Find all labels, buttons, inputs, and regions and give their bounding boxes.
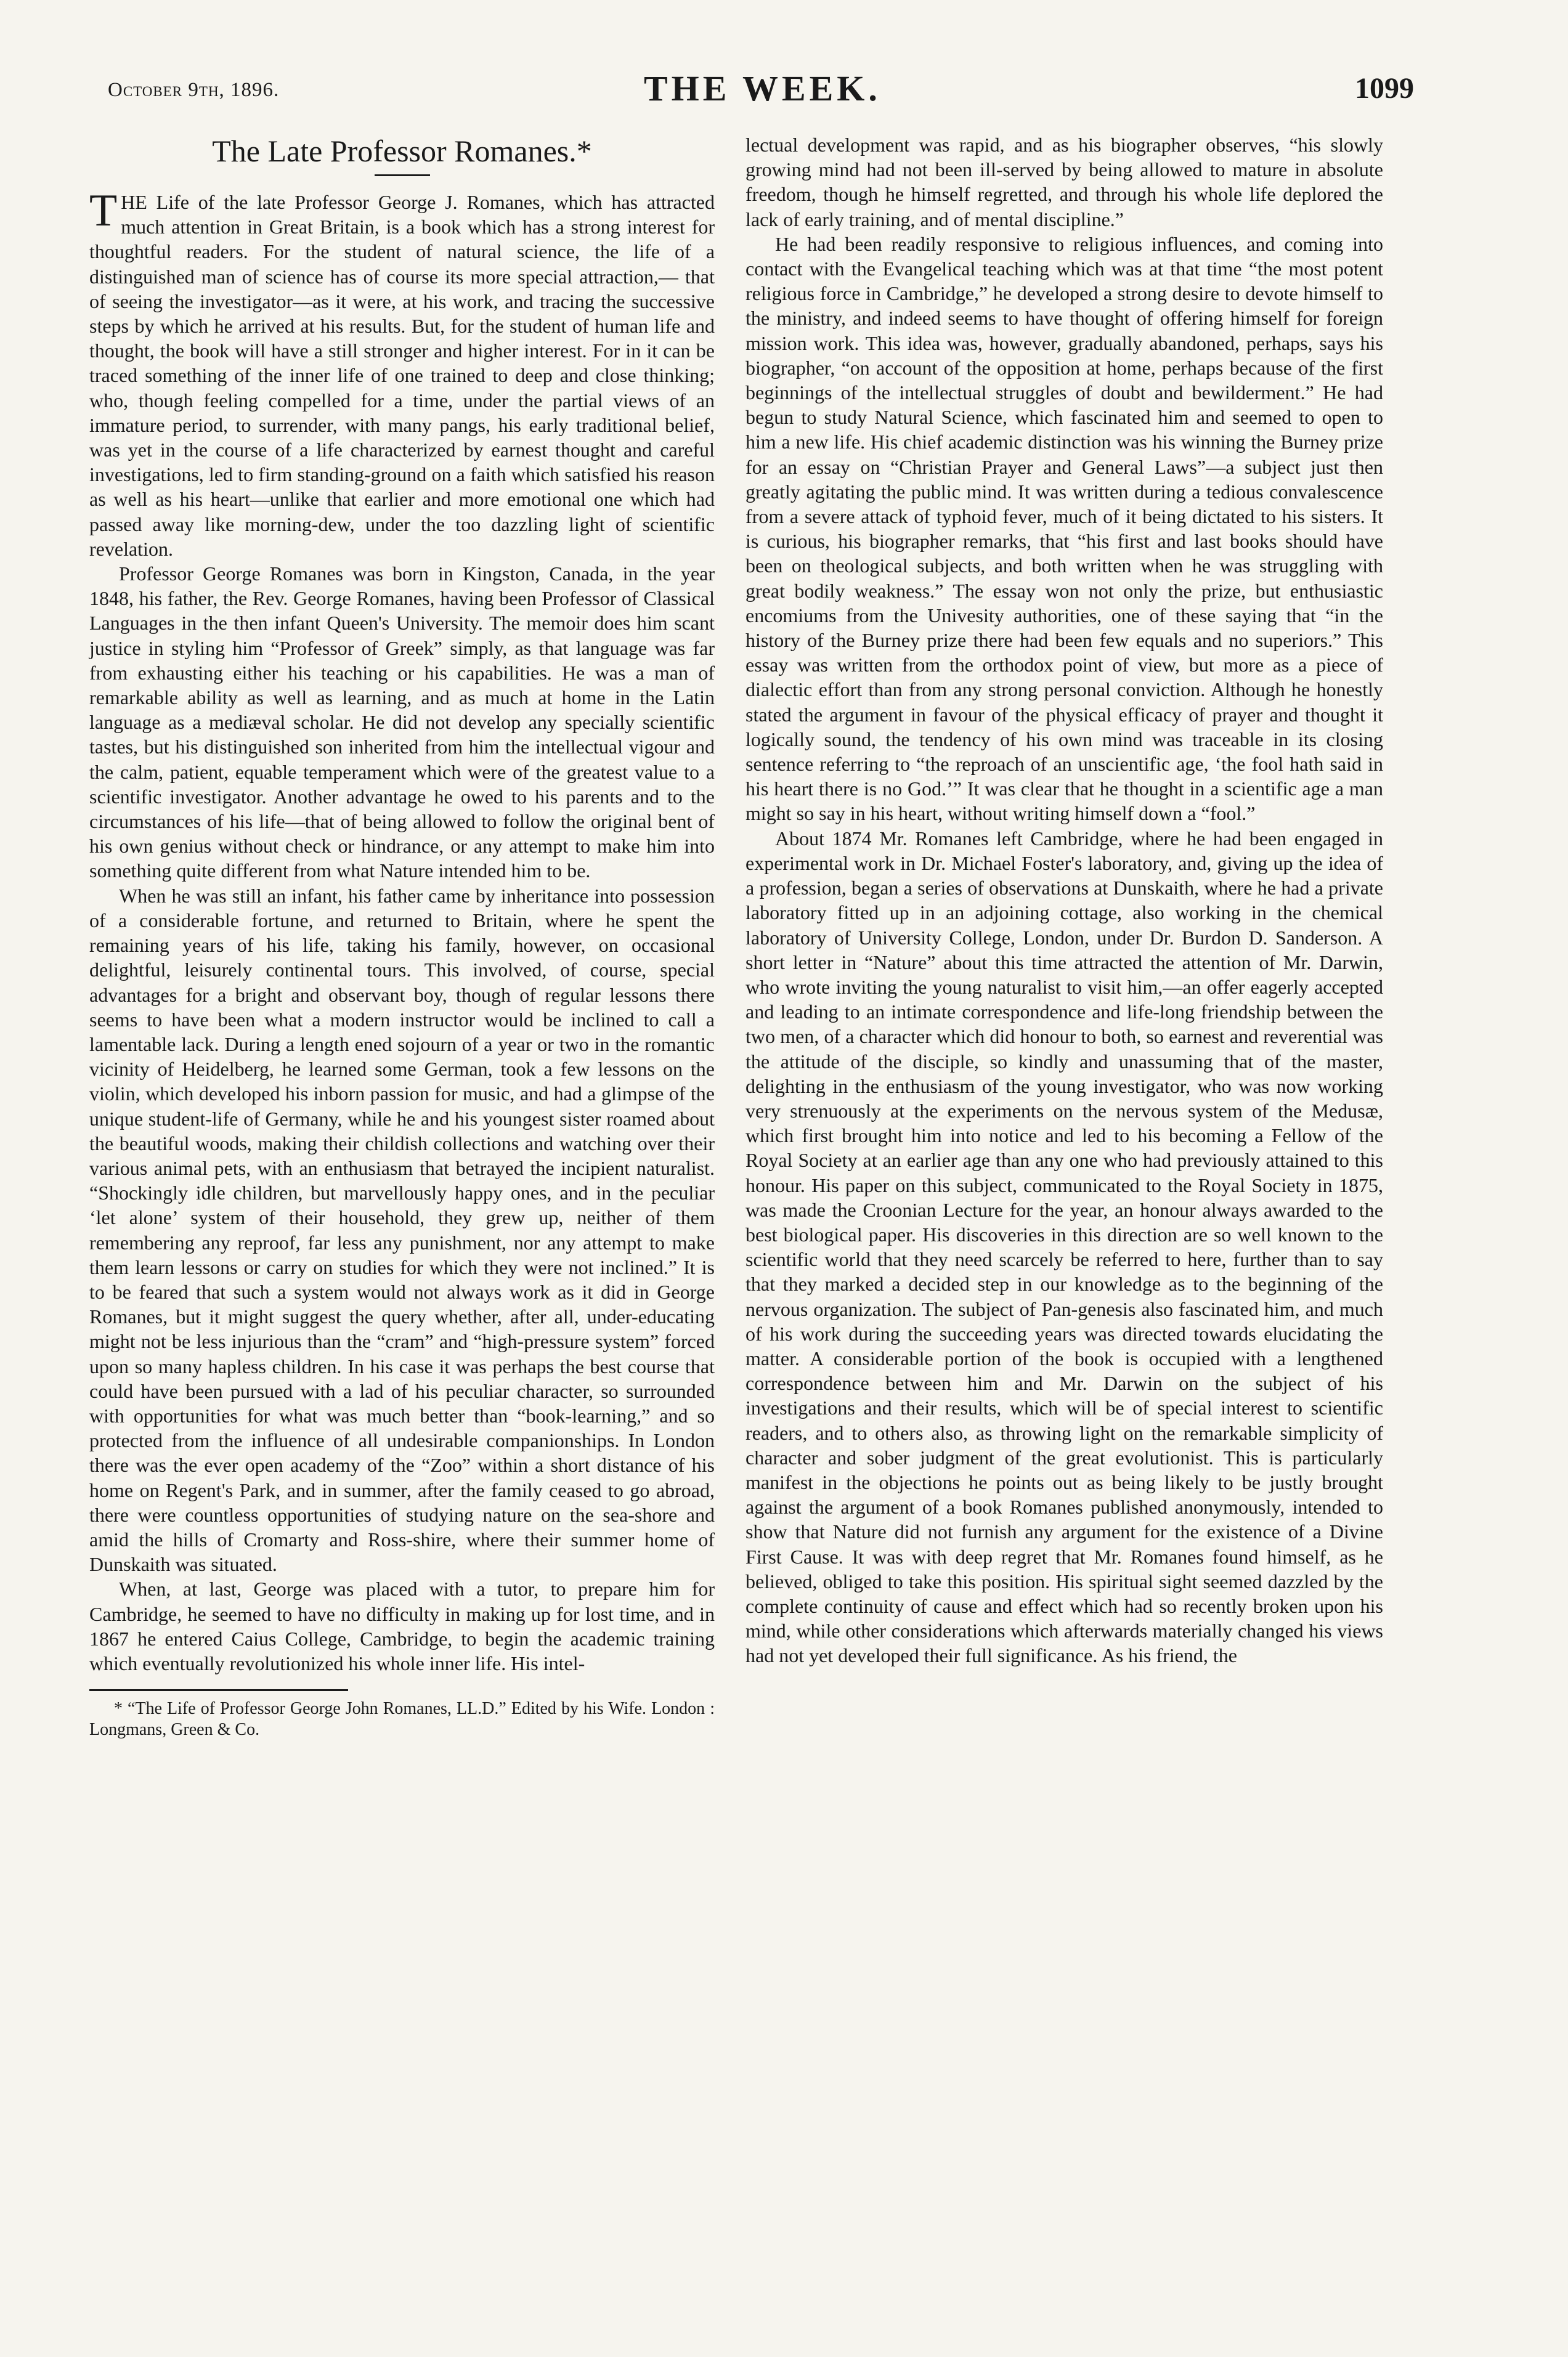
footnote-rule [89,1689,348,1691]
issue-date: October 9th, 1896. [108,79,280,101]
right-column [745,132,1383,1668]
paragraph-3: When he was still an infant, his father came by inheritance into possession of a considerable fortune, and returned to Britain, where he spent the remaining years of his life, taking his family, however, on occasional delightful, leisurely continental tours. This involved, of course, special advantages for a bright and observant boy, though of regular lessons there seems to have been what a modern instructor would be inclined to call a lamentable lack. During a length ened sojourn of a year or two in the romantic vicinity of Heidelberg, he learned some German, took a few lessons on the violin, which developed his inborn passion for music, and had a glimpse of the unique student-life of Germany, while he and his youngest sister roamed about the beautiful woods, making their childish collections and watching over their various animal pets, with an enthusiasm that betrayed the incipient naturalist. “Shockingly idle children, but marvellously happy ones, and in the peculiar ‘let alone’ system of their household, they grew up, neither of them remembering any reproof, far less any punishment, nor any attempt to make them learn lessons or carry on studies for which they were not inclined.” It is to be feared that such a system would not always work as it did in George Romanes, but it might suggest the query whether, after all, under-educating might not be less injurious than the “cram” and “high-pressure system” forced upon so many hapless children. In his case it was perhaps the best course that could have been pursued with a lad of his peculiar character, so surrounded with opportunities for what was much better than “book-learning,” and so protected from the influence of all undesirable companionships. In London there was the ever open academy of the “Zoo” within a short distance of his home on Regent's Park, and in summer, after the family ceased to go abroad, there were countless opportunities of studying nature on the sea-shore and amid the hills of Cromarty and Ross-shire, where their summer home of Dunskaith was situated. [89,884,715,1576]
title-rule [375,174,430,176]
drop-cap: T [89,185,118,236]
running-head [108,68,1414,111]
paragraph-7: About 1874 Mr. Romanes left Cambridge, where he had been engaged in experimental work in Dr. Michael Foster's laboratory, and, giving up the idea of a profession, began a series of observations at Dunskaith, where he had a private laboratory fitted up in an adjoining cottage, also working in the chemical laboratory of University College, London, under Dr. Burdon D. Sanderson. A short letter in “Nature” about this time attracted the attention of Mr. Darwin, who wrote inviting the young naturalist to visit him,—an offer eagerly accepted and leading to an intimate correspondence and life-long friendship between the two men, of a character which did honour to both, so earnest and reverential was the attitude of the disciple, so kindly and unassuming that of the master, delighting in the enthusiasm of the young investigator, who was now working very strenuously at the experiments on the nervous system of the Medusæ, which first brought him into notice and led to his becoming a Fellow of the Royal Society at an earlier age than any one who had previously attained to this honour. His paper on this subject, communicated to the Royal Society in 1875, was made the Croonian Lecture for the year, an honour always awarded to the best biological paper. His discoveries in this direction are so well known to the scientific world that they need scarcely be referred to here, further than to say that they marked a decided step in our knowledge as to the beginning of the nervous organization. The subject of Pan-genesis also fascinated him, and much of his work during the succeeding years was directed towards elucidating the matter. A considerable portion of the book is occupied with a lengthened correspondence between him and Mr. Darwin on the subject of his investigations and their results, which will be of special interest to scientific readers, and to others also, as throwing light on the remarkable simplicity of character and sober judgment of the great evolutionist. This is particularly manifest in the objections he points out as being likely to be justly brought against the argument of a book Romanes published anonymously, intended to show that Nature did not furnish any argument for the existence of a Divine First Cause. It was with deep regret that Mr. Romanes found himself, as he believed, obliged to take this position. His spiritual sight seemed dazzled by the complete continuity of cause and effect which had so recently broken upon his mind, while other considerations which afterwards materially changed his views had not yet developed their full significance. As his friend, the [745,827,1383,1667]
article-title: The Late Professor Romanes.* [212,134,592,168]
journal-title: THE WEEK. [644,68,881,108]
paragraph-5: lectual development was rapid, and as his biographer observes, “his slowly growing mind had not been ill-served by being allowed to mature in absolute freedom, though he himself regretted, and through his whole life deplored the lack of early training, and of mental discipline.” [745,134,1383,230]
paragraph-2: Professor George Romanes was born in Kingston, Canada, in the year 1848, his father, the Rev. George Romanes, having been Professor of Classical Languages in the then infant Queen's University. The memoir does him scant justice in styling him “Professor of Greek” simply, as that language was far from exhausting either his teaching or his capabilities. He was a man of remarkable ability as well as learning, and as much at home in the Latin language as a mediæval scholar. He did not develop any specially scientific tastes, but his distinguished son inherited from him the intellectual vigour and the calm, patient, equable temperament which were of the greatest value to a scientific investigator. Another advantage he owed to his parents and to the circumstances of his life—that of being allowed to follow the original bent of his own genius without check or hindrance, or any attempt to make him into something quite different from what Nature intended him to be. [89,562,715,882]
left-column [89,132,715,1740]
paragraph-6: He had been readily responsive to religious influences, and coming into contact with the Evangelical teaching which was at that time “the most potent religious force in Cambridge,” he developed a strong desire to devote himself to the ministry, and indeed seems to have thought of offering himself for foreign mission work. This idea was, however, gradually abandoned, perhaps, says his biographer, “on account of the opposition at home, perhaps because of the first beginnings of the intellectual struggles of doubt and bewilderment.” He had begun to study Natural Science, which fascinated him and seemed to open to him a new life. His chief academic distinction was his winning the Burney prize for an essay on “Christian Prayer and General Laws”—a subject just then greatly agitating the public mind. It was written during a tedious convalescence from a severe attack of typhoid fever, much of it being dictated to his sisters. It is curious, his biographer remarks, that “his first and last books should have been on theological subjects, and both written when he was struggling with great bodily weakness.” The essay won not only the prize, but enthusiastic encomiums from the Univesity authorities, one of these saying that “in the history of the Burney prize there had been few equals and no superiors.” This essay was written from the orthodox point of view, but more as a piece of dialectic effort than from any strong personal conviction. Although he honestly stated the argument in favour of the physical efficacy of prayer and thought it logically sound, the tendency of his own mind was traceable in its closing sentence referring to “the reproach of an unscientific age, ‘the fool hath said in his heart there is no God.’” It was clear that he thought in a scientific age a man might so say in his heart, without writing himself down a “fool.” [745,232,1383,825]
paragraph-1-text: HE Life of the late Professor George J. Romanes, which has attracted much attention in Great Britain, is a book which has a strong interest for thoughtful readers. For the student of natural science, the life of a distinguished man of science has of course its more special attraction,— that of seeing the investigator—as it were, at his work, and tracing the successive steps by which he arrived at his results. But, for the student of human life and thought, the book will have a still stronger and higher interest. For in it can be traced something of the inner life of one trained to deep and close thinking; who, though feeling compelled for a time, under the partial views of an immature period, to surrender, with many pangs, his early traditional belief, was yet in the course of a life characterized by earnest thought and careful investigations, led to firm standing-ground on a faith which satisfied his reason as well as his heart—unlike that earlier and more emotional one which had passed away like morning-dew, under the too dazzling light of scientific revelation. [89,191,715,560]
page-number: 1099 [1355,72,1414,105]
paragraph-4: When, at last, George was placed with a tutor, to prepare him for Cambridge, he seemed to have no difficulty in making up for lost time, and in 1867 he entered Caius College, Cambridge, to begin the academic training which eventually revolutionized his whole inner life. His intel- [89,1578,715,1674]
paragraph-1 [89,185,715,561]
footnote: * “The Life of Professor George John Romanes, LL.D.” Edited by his Wife. London : Longmans, Green & Co. [89,1699,715,1740]
